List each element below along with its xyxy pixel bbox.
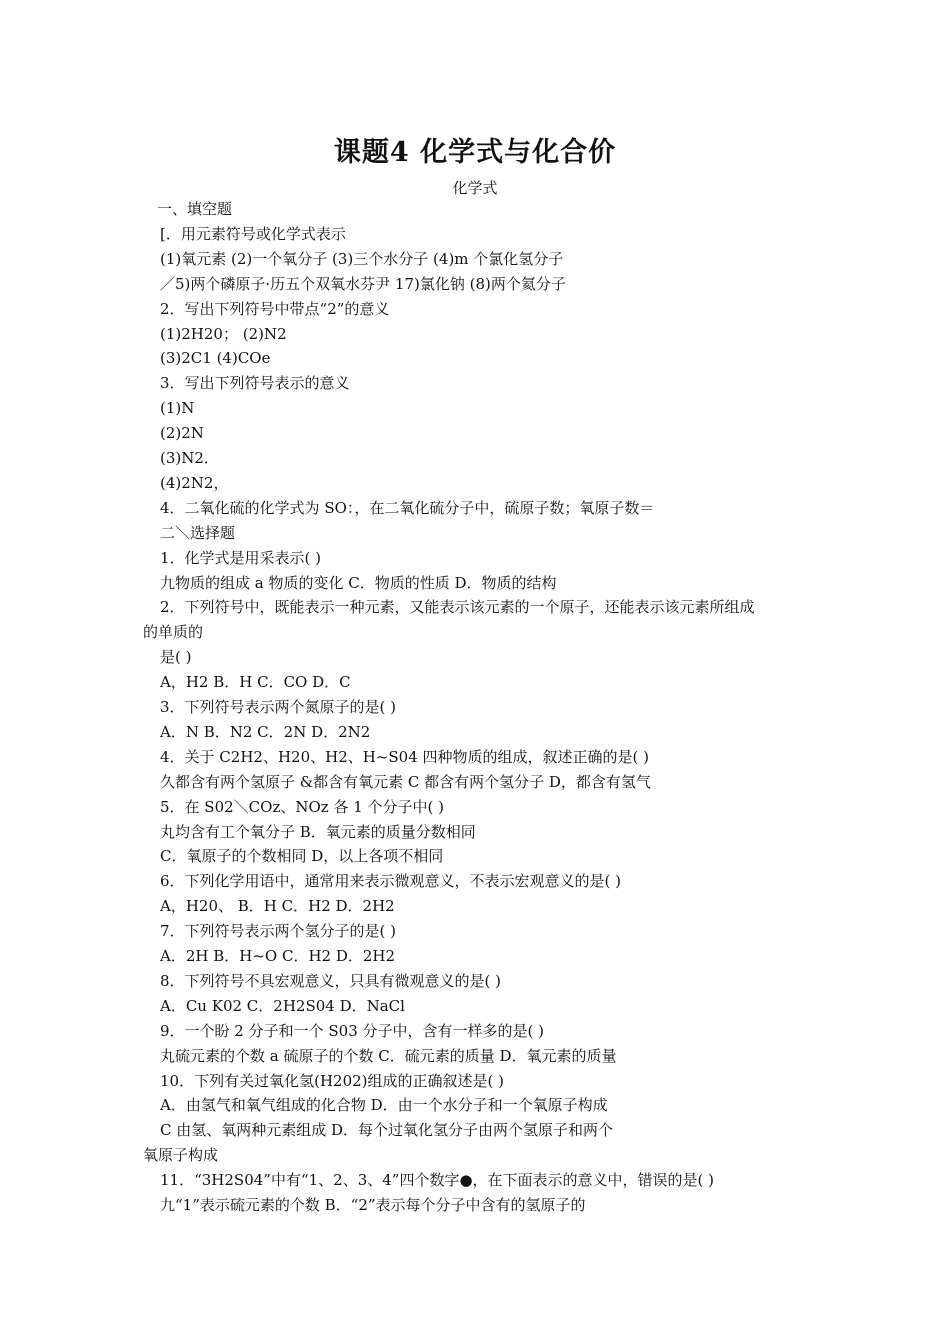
text-line: 九物质的组成 a 物质的变化 C．物质的性质 D．物质的结构 [160,573,557,592]
text-line: A．Cu K02 C．2H2S04 D．NaCl [160,996,405,1015]
text-line: A，H20、 B．H C．H2 D．2H2 [160,897,395,916]
text-line: 氧原子构成 [143,1146,219,1165]
text-line: (1)氧元素 (2)一个氧分子 (3)三个水分子 (4)m 个氯化氢分子 [160,249,564,268]
page-title: 课题4 化学式与化合价 [333,137,617,168]
text-line: A．由氢气和氧气组成的化合物 D．由一个水分子和一个氧原子构成 [160,1096,608,1115]
text-line: A．2H B．H~O C．H2 D．2H2 [160,947,396,965]
text-line: (3)N2． [160,449,219,467]
text-line: C．氧原子的个数相同 D，以上各项不相同 [160,847,444,866]
text-line: 的单质的 [143,623,204,642]
text-line: 久都含有两个氢原子 &都含有氧元素 C 都含有两个氢分子 D，都含有氢气 [160,772,651,791]
text-line: A．N B．N2 C．2N D．2N2 [160,722,371,741]
text-line: 一、填空题 [157,200,233,218]
text-line: 二＼选择题 [160,523,236,542]
text-line: 3．写出下列符号表示的意义 [160,374,350,393]
text-line: 9．一个盼 2 分子和一个 S03 分子中，含有一样多的是( ) [160,1021,544,1040]
text-line: (1)2H20； (2)N2 [160,324,287,343]
text-line: (4)2N2， [160,473,229,492]
text-line: 4．二氧化硫的化学式为 SO：，在二氧化硫分子中，硫原子数；氧原子数＝ [160,498,655,517]
text-line: 6．下列化学用语中，通常用来表示微观意义，不表示宏观意义的是( ) [160,872,622,891]
text-line: ／5)两个磷原子·历五个双氧水芬尹 17)氯化钠 (8)两个氦分子 [160,274,566,293]
text-line: [．用元素符号或化学式表示 [160,224,346,243]
text-line: 1．化学式是用采表示( ) [160,548,322,567]
text-line: 九“1”表示硫元素的个数 B．“2”表示每个分子中含有的氢原子的 [160,1196,586,1214]
text-line: 是( ) [160,648,192,667]
text-line: 11．“3H2S04”中有“1、2、3、4”四个数字●，在下面表示的意义中，错误的是( ) [160,1171,715,1190]
text-line: (1)N [160,399,195,418]
text-line: A，H2 B．H C．CO D．C [160,673,351,692]
text-line: 丸硫元素的个数 a 硫原子的个数 C．硫元素的质量 D．氧元素的质量 [160,1046,617,1065]
text-line: 3．下列符号表示两个氮原子的是( ) [160,698,397,716]
section-subtitle: 化学式 [452,179,498,197]
text-line: 2．下列符号中，既能表示一种元素，又能表示该元素的一个原子，还能表示该元素所组成 [160,598,755,617]
text-line: 4．关于 C2H2、H20、H2、H~S04 四种物质的组成，叙述正确的是( ) [160,747,650,766]
text-line: C 由氢、氧两种元素组成 D．每个过氧化氢分子由两个氢原子和两个 [160,1121,614,1140]
text-line: 10．下列有关过氧化氢(H202)组成的正确叙述是( ) [160,1071,504,1090]
text-line: 5．在 S02＼COz、NOz 各 1 个分子中( ) [160,797,444,816]
text-line: 7．下列符号表示两个氢分子的是( ) [160,922,397,941]
text-line: 2．写出下列符号中带点“2”的意义 [160,299,390,318]
text-line: (2)2N [160,424,204,443]
text-line: 8．下列符号不具宏观意义，只具有微观意义的是( ) [160,971,502,990]
text-line: 丸均含有工个氧分子 B．氧元素的质量分数相同 [160,822,476,841]
text-line: (3)2C1 (4)COe [160,349,271,368]
